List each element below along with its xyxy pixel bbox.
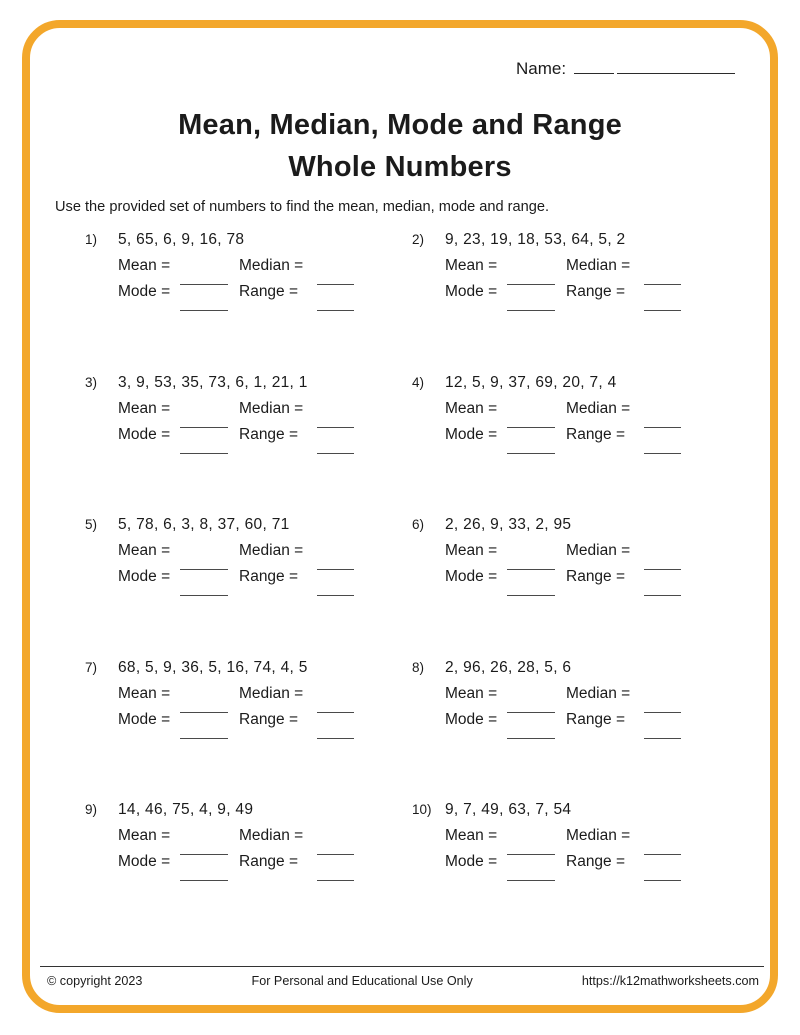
range-label: Range = xyxy=(239,710,299,728)
mode-answer-blank[interactable] xyxy=(507,867,555,881)
range-answer-blank[interactable] xyxy=(644,725,681,739)
mode-label: Mode = xyxy=(445,425,498,443)
number-set: 9, 7, 49, 63, 7, 54 xyxy=(445,801,572,818)
problem-7 xyxy=(85,659,412,802)
website-link[interactable]: https://k12mathworksheets.com xyxy=(581,974,759,988)
number-set: 5, 78, 6, 3, 8, 37, 60, 71 xyxy=(118,516,290,533)
number-set: 5, 65, 6, 9, 16, 78 xyxy=(118,231,245,248)
median-label: Median = xyxy=(239,827,304,844)
range-answer-blank[interactable] xyxy=(317,440,354,454)
mean-label: Mean = xyxy=(445,542,498,559)
problem-number: 7) xyxy=(85,659,98,675)
mode-label: Mode = xyxy=(118,853,171,870)
mode-answer-blank[interactable] xyxy=(180,867,228,881)
mean-answer-blank[interactable] xyxy=(180,414,228,428)
title-line-1: Mean, Median, Mode and Range xyxy=(178,109,622,141)
median-answer-blank[interactable] xyxy=(317,414,354,428)
median-label: Median = xyxy=(566,257,631,274)
mean-answer-blank[interactable] xyxy=(180,841,228,855)
mean-answer-blank[interactable] xyxy=(180,556,228,570)
median-answer-blank[interactable] xyxy=(317,699,354,713)
range-label: Range = xyxy=(566,425,626,443)
range-answer-blank[interactable] xyxy=(644,867,681,881)
problem-number: 5) xyxy=(85,517,98,532)
problem-3 xyxy=(85,374,412,517)
mean-label: Mean = xyxy=(118,684,171,702)
number-set: 2, 96, 26, 28, 5, 6 xyxy=(445,658,572,676)
problem-2 xyxy=(412,231,742,374)
footer xyxy=(47,974,759,988)
mode-label: Mode = xyxy=(118,568,171,585)
mode-label: Mode = xyxy=(445,710,498,728)
problem-number: 1) xyxy=(85,232,98,247)
mean-answer-blank[interactable] xyxy=(507,841,555,855)
median-answer-blank[interactable] xyxy=(644,271,681,285)
median-label: Median = xyxy=(239,257,304,274)
mode-answer-blank[interactable] xyxy=(180,440,228,454)
number-set: 14, 46, 75, 4, 9, 49 xyxy=(118,801,254,818)
mode-answer-blank[interactable] xyxy=(507,582,555,596)
number-set: 12, 5, 9, 37, 69, 20, 7, 4 xyxy=(445,373,617,391)
range-answer-blank[interactable] xyxy=(644,582,681,596)
median-answer-blank[interactable] xyxy=(644,699,681,713)
mean-label: Mean = xyxy=(445,399,498,417)
median-label: Median = xyxy=(566,399,631,417)
range-answer-blank[interactable] xyxy=(317,297,354,311)
range-label: Range = xyxy=(239,568,299,585)
mode-label: Mode = xyxy=(118,283,171,300)
page-title xyxy=(0,104,800,188)
problem-number: 3) xyxy=(85,374,98,390)
median-answer-blank[interactable] xyxy=(644,414,681,428)
median-label: Median = xyxy=(239,399,304,417)
problems-grid xyxy=(85,231,742,944)
problem-number: 8) xyxy=(412,659,425,675)
name-blank-line[interactable] xyxy=(617,58,735,74)
median-label: Median = xyxy=(566,542,631,559)
problem-number: 10) xyxy=(412,802,432,817)
usage-text: For Personal and Educational Use Only xyxy=(251,974,473,988)
median-answer-blank[interactable] xyxy=(317,556,354,570)
mean-label: Mean = xyxy=(118,827,171,844)
title-line-2: Whole Numbers xyxy=(288,151,512,183)
median-answer-blank[interactable] xyxy=(644,841,681,855)
range-label: Range = xyxy=(566,710,626,728)
range-label: Range = xyxy=(566,283,626,300)
mode-answer-blank[interactable] xyxy=(507,440,555,454)
mode-label: Mode = xyxy=(118,710,171,728)
problem-4 xyxy=(412,374,742,517)
mode-answer-blank[interactable] xyxy=(180,582,228,596)
mode-answer-blank[interactable] xyxy=(180,725,228,739)
mode-label: Mode = xyxy=(445,283,498,300)
name-field-row xyxy=(516,58,735,79)
problem-5 xyxy=(85,516,412,659)
range-label: Range = xyxy=(566,853,626,870)
mean-label: Mean = xyxy=(118,542,171,559)
number-set: 68, 5, 9, 36, 5, 16, 74, 4, 5 xyxy=(118,658,308,676)
mode-label: Mode = xyxy=(118,425,171,443)
mode-label: Mode = xyxy=(445,568,498,585)
problem-number: 6) xyxy=(412,517,425,532)
mean-label: Mean = xyxy=(445,827,498,844)
mean-answer-blank[interactable] xyxy=(180,271,228,285)
instruction-text: Use the provided set of numbers to find the mean, median, mode and range. xyxy=(55,199,550,215)
name-blank-line[interactable] xyxy=(574,58,614,74)
mean-label: Mean = xyxy=(445,257,498,274)
problem-6 xyxy=(412,516,742,659)
problem-number: 4) xyxy=(412,374,425,390)
mode-answer-blank[interactable] xyxy=(507,297,555,311)
number-set: 3, 9, 53, 35, 73, 6, 1, 21, 1 xyxy=(118,373,308,391)
range-answer-blank[interactable] xyxy=(317,725,354,739)
mean-label: Mean = xyxy=(445,684,498,702)
mean-answer-blank[interactable] xyxy=(507,271,555,285)
range-answer-blank[interactable] xyxy=(317,582,354,596)
name-label: Name: xyxy=(516,59,567,78)
mode-answer-blank[interactable] xyxy=(507,725,555,739)
mode-label: Mode = xyxy=(445,853,498,870)
median-answer-blank[interactable] xyxy=(644,556,681,570)
median-label: Median = xyxy=(566,684,631,702)
mean-label: Mean = xyxy=(118,257,171,274)
problem-1 xyxy=(85,231,412,374)
median-label: Median = xyxy=(239,542,304,559)
mode-answer-blank[interactable] xyxy=(180,297,228,311)
problem-10 xyxy=(412,801,742,944)
mean-answer-blank[interactable] xyxy=(507,414,555,428)
mean-answer-blank[interactable] xyxy=(507,556,555,570)
mean-answer-blank[interactable] xyxy=(180,699,228,713)
median-label: Median = xyxy=(566,827,631,844)
problem-9 xyxy=(85,801,412,944)
problem-8 xyxy=(412,659,742,802)
mean-answer-blank[interactable] xyxy=(507,699,555,713)
range-answer-blank[interactable] xyxy=(644,440,681,454)
range-label: Range = xyxy=(239,283,299,300)
mean-label: Mean = xyxy=(118,399,171,417)
median-answer-blank[interactable] xyxy=(317,841,354,855)
median-label: Median = xyxy=(239,684,304,702)
problem-number: 9) xyxy=(85,802,98,817)
number-set: 2, 26, 9, 33, 2, 95 xyxy=(445,516,572,533)
range-answer-blank[interactable] xyxy=(644,297,681,311)
number-set: 9, 23, 19, 18, 53, 64, 5, 2 xyxy=(445,231,626,248)
footer-divider xyxy=(40,966,764,967)
median-answer-blank[interactable] xyxy=(317,271,354,285)
range-label: Range = xyxy=(239,853,299,870)
range-label: Range = xyxy=(239,425,299,443)
problem-number: 2) xyxy=(412,232,425,247)
copyright-text: © copyright 2023 xyxy=(47,974,143,988)
range-label: Range = xyxy=(566,568,626,585)
range-answer-blank[interactable] xyxy=(317,867,354,881)
